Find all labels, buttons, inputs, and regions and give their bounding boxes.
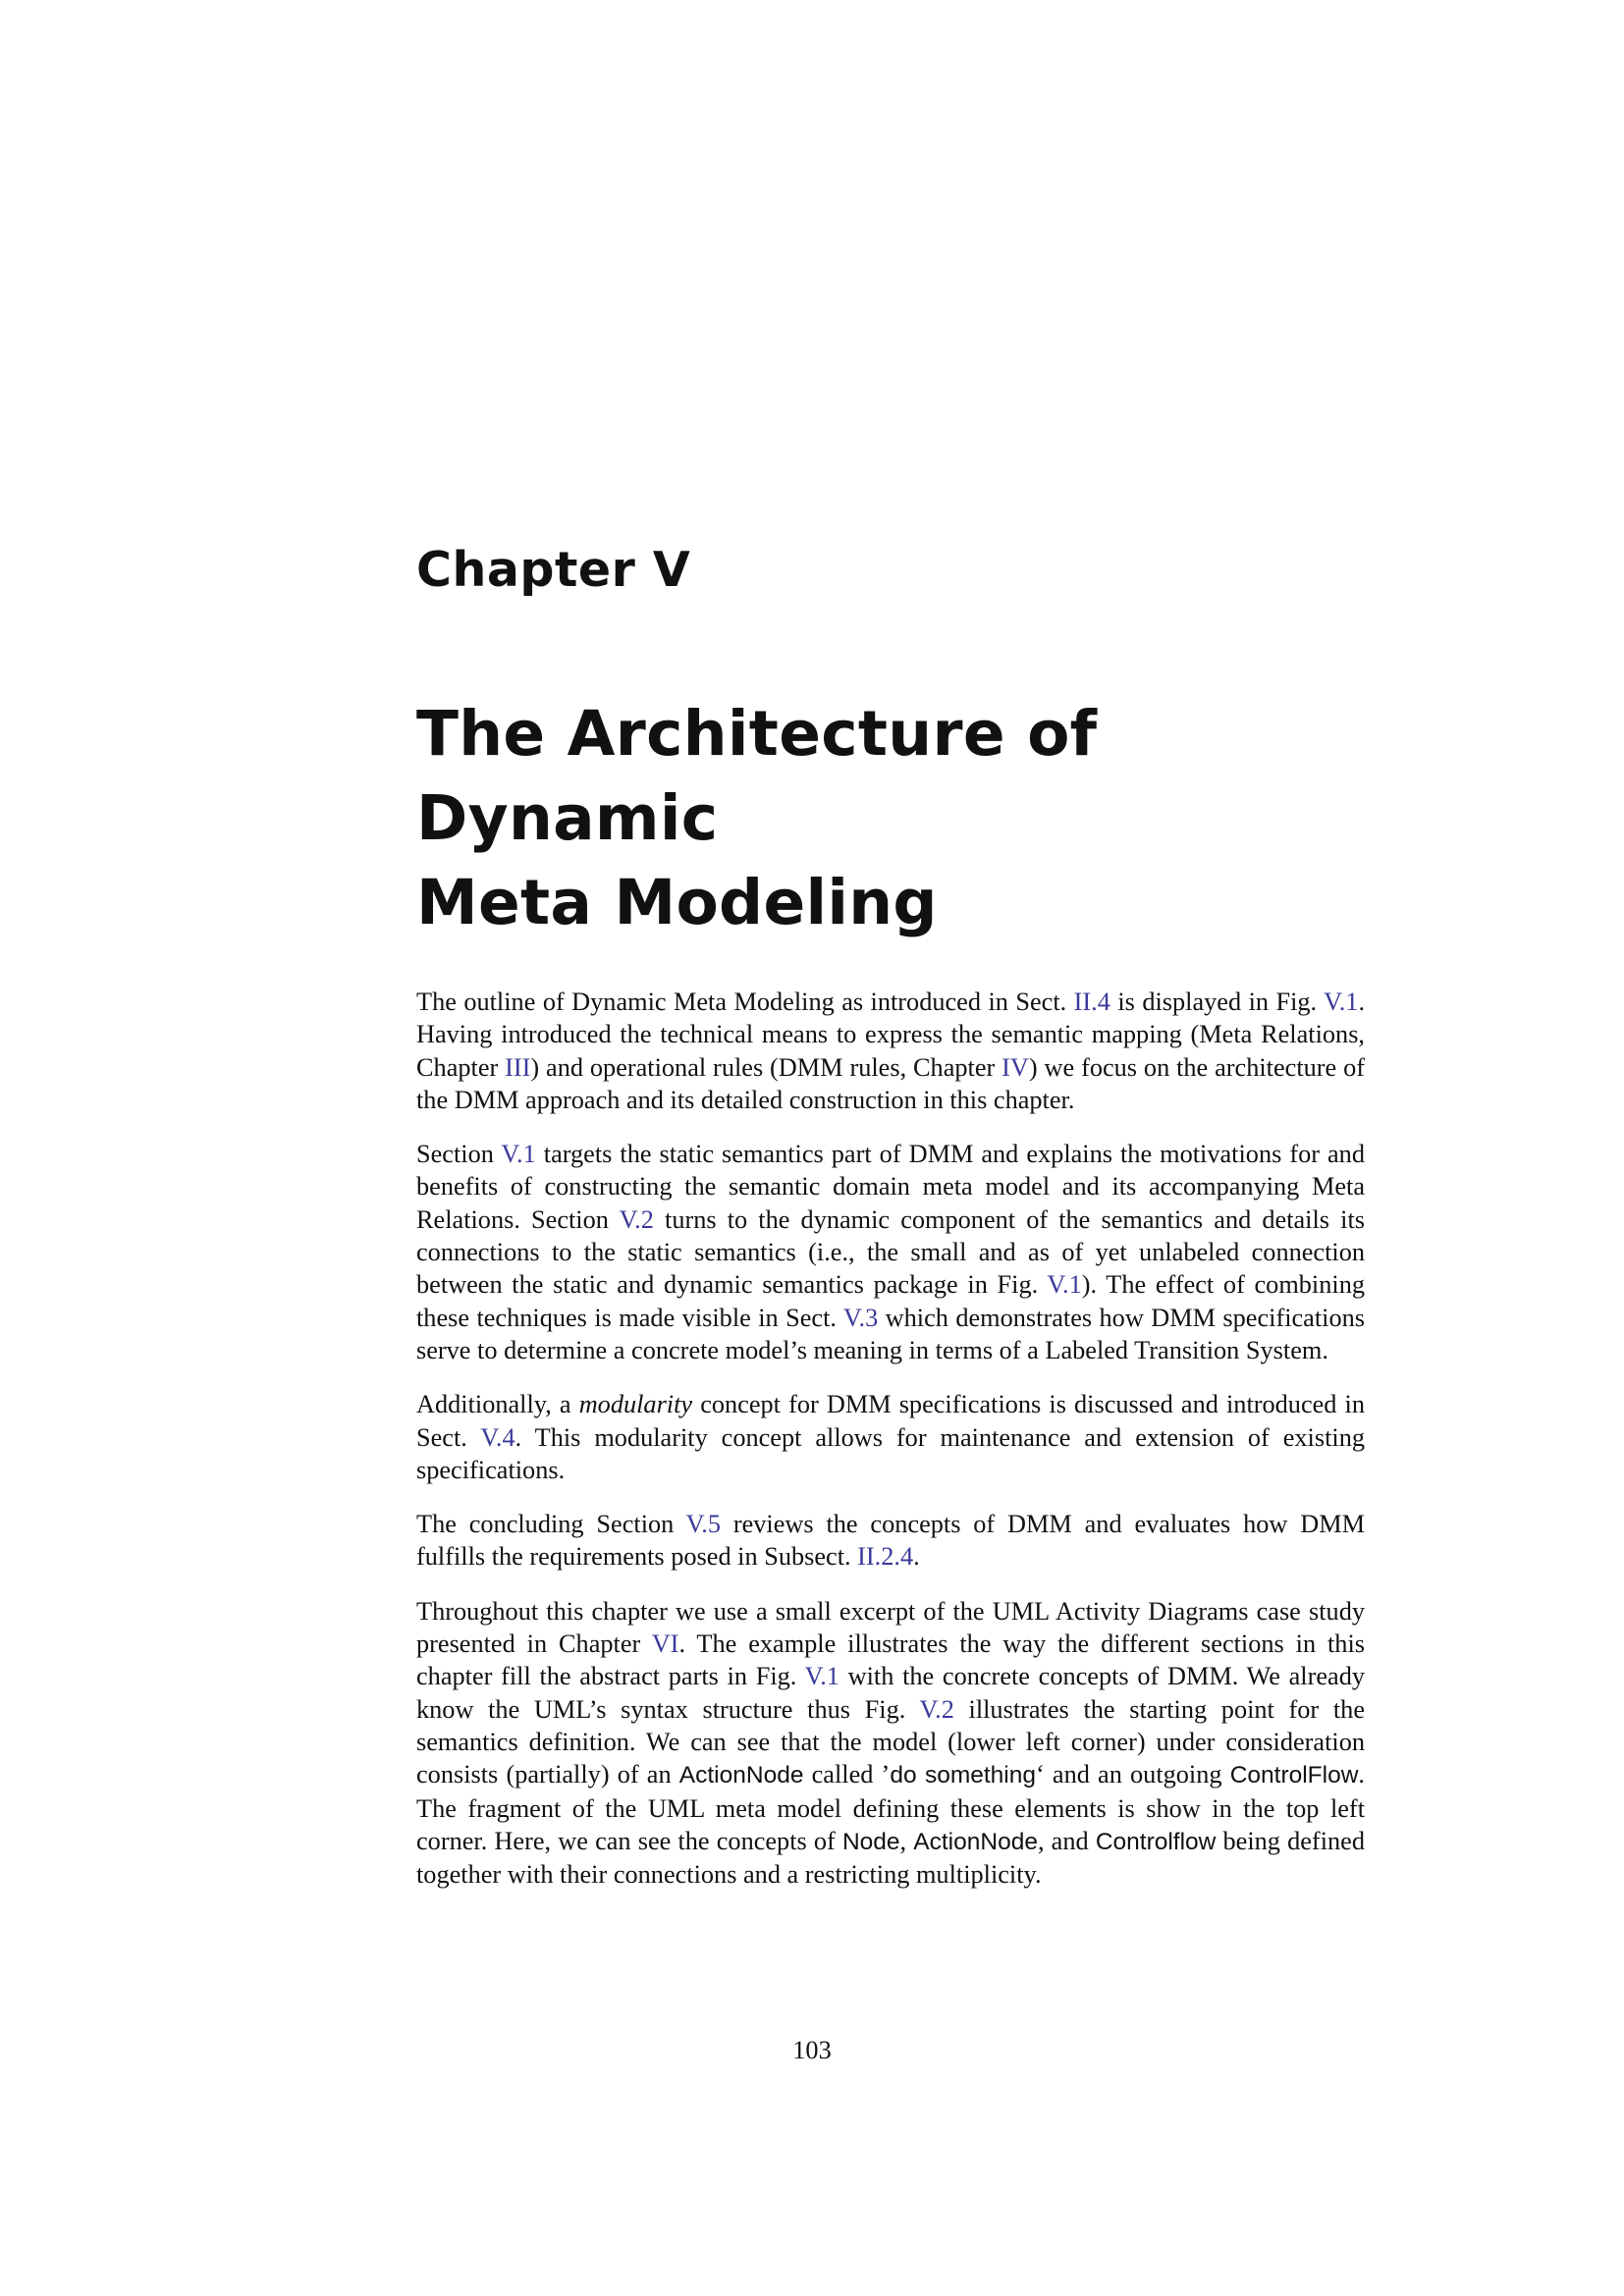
text-run: Section — [416, 1140, 502, 1169]
text-run: reviews the concepts of DMM and evaluates how DMM fulfills the requirements posed in Subsect. — [416, 1510, 1366, 1572]
text-run: The concluding Section — [416, 1510, 686, 1539]
text-run: ) and operational rules (DMM rules, Chapter — [530, 1052, 1002, 1082]
text-run: targets the static semantics part of DMM and explains the motivations for and benefits of constructing the semantic domain meta model and its accompanying Meta Relations. Section — [416, 1140, 1365, 1234]
link-fig-V-1[interactable]: V.1 — [1047, 1270, 1082, 1300]
link-chapter-IV[interactable]: IV — [1001, 1052, 1029, 1082]
term-control-flow: ControlFlow — [1229, 1762, 1359, 1789]
chapter-title-line-2: Meta Modeling — [416, 867, 938, 938]
paragraph-1 — [416, 986, 1365, 1116]
link-section-V-5[interactable]: V.5 — [685, 1510, 721, 1539]
paragraph-2 — [416, 1138, 1365, 1366]
text-run: with the concrete concepts of DMM. We already know the UML’s syntax structure thus Fig. — [416, 1662, 1365, 1724]
text-run: is displayed in Fig. — [1110, 988, 1325, 1016]
link-sect-V-4[interactable]: V.4 — [480, 1422, 515, 1452]
term-action-node-2: ActionNode — [913, 1828, 1038, 1855]
text-run: . The fragment of the UML meta model defining these elements is show in the top left corner. Here, we can see the concepts of — [416, 1760, 1365, 1855]
paragraph-4 — [416, 1508, 1365, 1574]
text-run: called ’ — [803, 1760, 891, 1789]
link-subsect-II-2-4[interactable]: II.2.4 — [857, 1542, 914, 1572]
chapter-body — [416, 986, 1365, 1912]
text-run: ). The effect of combining these techniques is made visible in Sect. — [416, 1270, 1365, 1332]
term-action-node: ActionNode — [678, 1762, 804, 1789]
text-run: illustrates the starting point for the semantics definition. We can see that the model (lower left corner) under consideration consists (partially) of an — [416, 1694, 1365, 1789]
text-run: , — [899, 1826, 914, 1855]
text-run: ) we focus on the architecture of the DMM approach and its detailed construction in this chapter. — [416, 1052, 1365, 1114]
link-sect-II-4[interactable]: II.4 — [1073, 988, 1110, 1016]
term-do-something: do something — [890, 1762, 1036, 1789]
term-node: Node — [841, 1828, 900, 1855]
page-number: 103 — [792, 2036, 832, 2064]
link-section-V-1[interactable]: V.1 — [501, 1140, 536, 1169]
link-fig-V-1[interactable]: V.1 — [804, 1662, 839, 1691]
text-run: The outline of Dynamic Meta Modeling as introduced in Sect. — [416, 988, 1074, 1016]
link-section-V-2[interactable]: V.2 — [619, 1204, 654, 1234]
link-fig-V-2[interactable]: V.2 — [919, 1694, 954, 1724]
text-run: which demonstrates how DMM specifications serve to determine a concrete model’s meaning in terms of a Labeled Transition System. — [416, 1303, 1365, 1364]
text-run: . This modularity concept allows for maintenance and extension of existing specifications. — [416, 1422, 1366, 1484]
link-sect-V-3[interactable]: V.3 — [842, 1303, 879, 1332]
link-fig-V-1[interactable]: V.1 — [1324, 988, 1359, 1016]
text-run: turns to the dynamic component of the semantics and details its connections to the static semantics (i.e., the small and as of yet unlabeled connection between the static and dynamic semantics package in Fig. — [416, 1204, 1365, 1300]
text-run: . The example illustrates the way the different sections in this chapter fill the abstract parts in Fig. — [416, 1629, 1365, 1691]
paragraph-5 — [416, 1595, 1365, 1892]
text-run: , and — [1037, 1826, 1096, 1855]
text-run: Additionally, a — [416, 1390, 579, 1419]
chapter-title — [416, 692, 1379, 945]
chapter-title-line-1: The Architecture of Dynamic — [416, 698, 1098, 854]
text-run: concept for DMM specifications is discussed and introduced in Sect. — [416, 1390, 1366, 1452]
chapter-label: Chapter V — [416, 542, 691, 598]
paragraph-3 — [416, 1388, 1365, 1486]
term-controlflow: Controlflow — [1095, 1828, 1217, 1855]
link-chapter-VI[interactable]: VI — [651, 1629, 679, 1659]
text-run: Throughout this chapter we use a small excerpt of the UML Activity Diagrams case study presented in Chapter — [416, 1596, 1365, 1659]
link-chapter-III[interactable]: III — [505, 1052, 531, 1082]
text-run: being defined together with their connections and a restricting multiplicity. — [416, 1826, 1365, 1890]
text-run: . Having introduced the technical means to express the semantic mapping (Meta Relations, Chapter — [416, 988, 1366, 1082]
text-run: ‘ and an outgoing — [1036, 1760, 1230, 1789]
emphasis-modularity: modularity — [578, 1390, 693, 1419]
text-run: . — [913, 1542, 920, 1572]
